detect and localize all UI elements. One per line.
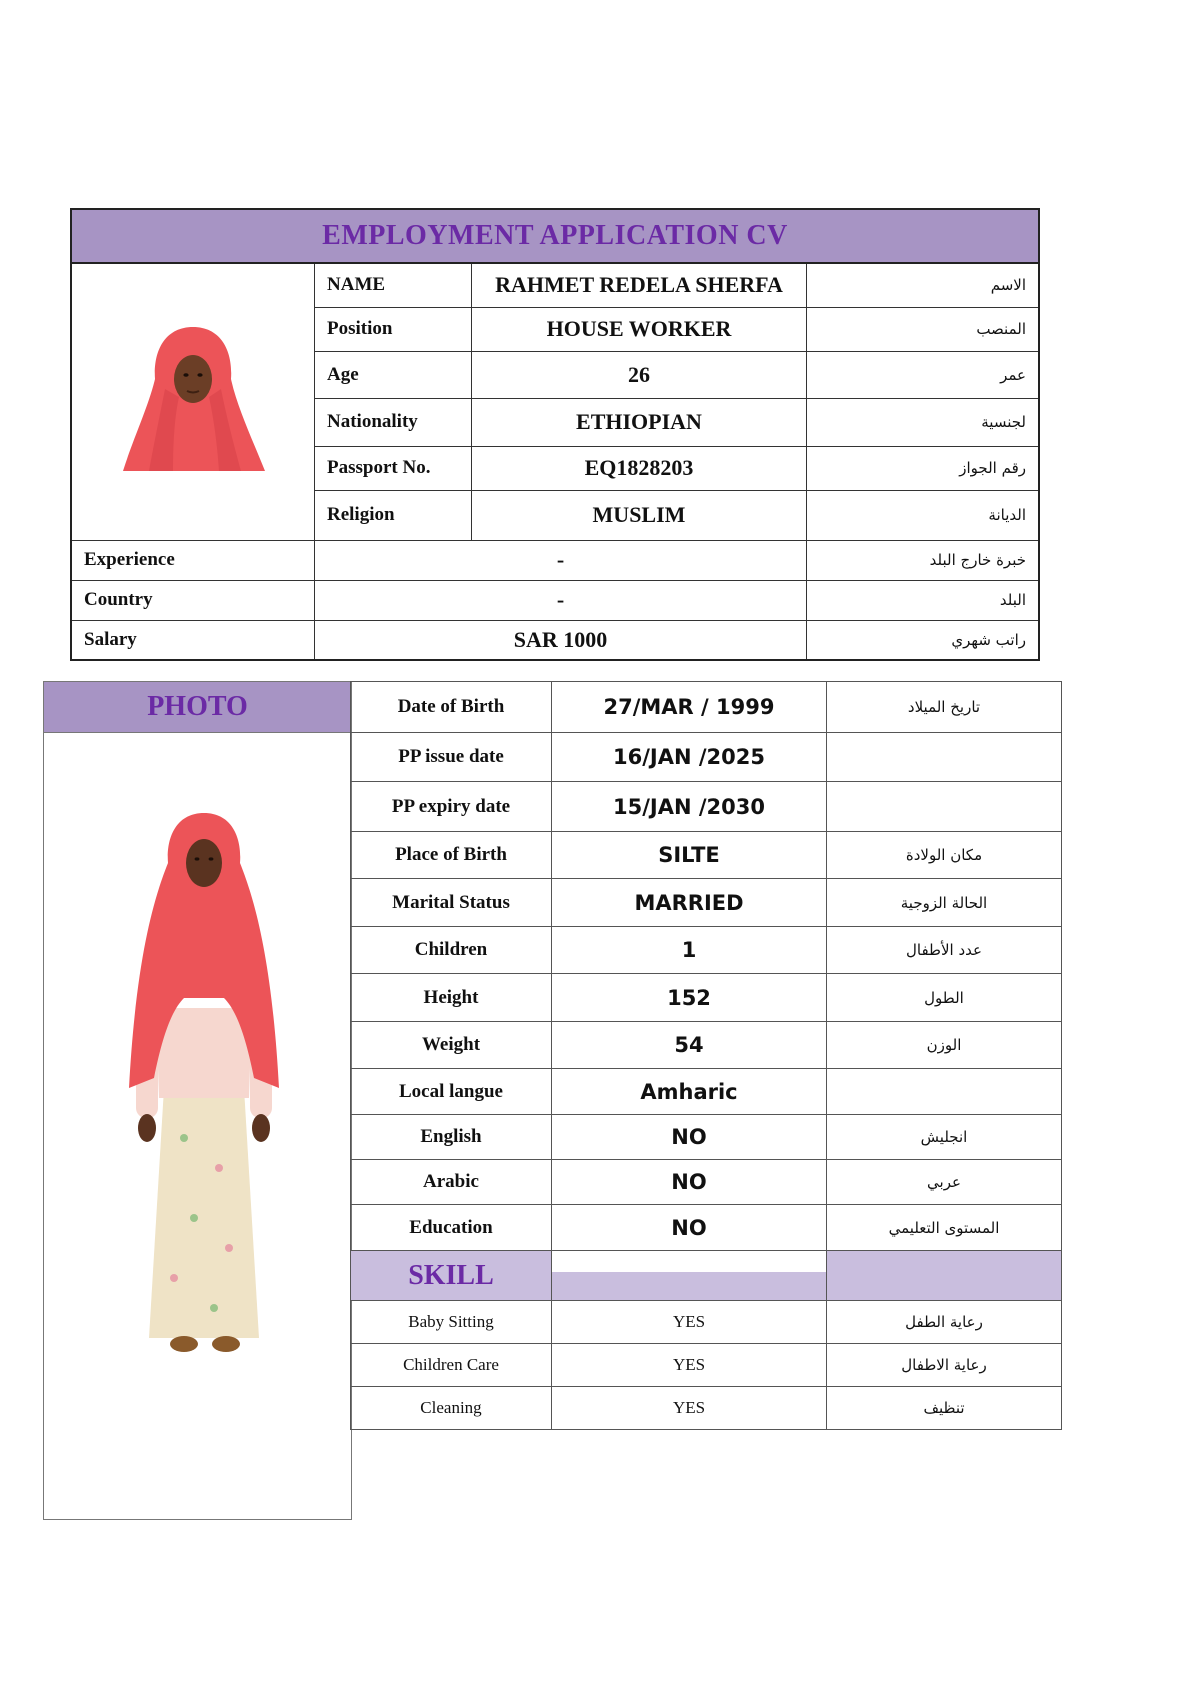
arabic-marital-status: الحالة الزوجية [827, 879, 1062, 927]
arabic-religion: الديانة [807, 490, 1040, 540]
value-salary: SAR 1000 [315, 620, 807, 660]
label-place-of-birth: Place of Birth [351, 832, 552, 879]
arabic-pp-issue [827, 733, 1062, 782]
arabic-country: البلد [807, 580, 1040, 620]
label-position: Position [315, 307, 472, 351]
arabic-height: الطول [827, 974, 1062, 1022]
label-arabic: Arabic [351, 1160, 552, 1205]
value-position: HOUSE WORKER [472, 307, 807, 351]
arabic-education: المستوى التعليمي [827, 1205, 1062, 1251]
value-skill-cleaning: YES [552, 1387, 827, 1430]
value-experience: - [315, 540, 807, 580]
arabic-nationality: لجنسية [807, 398, 1040, 446]
full-body-photo-area [44, 733, 351, 1519]
arabic-age: عمر [807, 351, 1040, 398]
portrait-photo [113, 319, 273, 479]
value-dob: 27/MAR / 1999 [552, 682, 827, 733]
label-dob: Date of Birth [351, 682, 552, 733]
label-pp-expiry: PP expiry date [351, 782, 552, 832]
arabic-experience: خبرة خارج البلد [807, 540, 1040, 580]
full-body-photo [114, 808, 294, 1368]
value-skill-children-care: YES [552, 1344, 827, 1387]
label-skill-cleaning: Cleaning [351, 1387, 552, 1430]
label-children: Children [351, 927, 552, 974]
photo-heading: PHOTO [44, 682, 351, 733]
value-pp-expiry: 15/JAN /2030 [552, 782, 827, 832]
value-nationality: ETHIOPIAN [472, 398, 807, 446]
value-height: 152 [552, 974, 827, 1022]
arabic-arabic: عربي [827, 1160, 1062, 1205]
value-marital-status: MARRIED [552, 879, 827, 927]
label-salary: Salary [71, 620, 315, 660]
label-passport: Passport No. [315, 446, 472, 490]
arabic-passport: رقم الجواز [807, 446, 1040, 490]
arabic-children: عدد الأطفال [827, 927, 1062, 974]
value-weight: 54 [552, 1022, 827, 1069]
value-age: 26 [472, 351, 807, 398]
value-place-of-birth: SILTE [552, 832, 827, 879]
label-weight: Weight [351, 1022, 552, 1069]
cv-title: EMPLOYMENT APPLICATION CV [71, 209, 1039, 263]
skill-header-empty [827, 1251, 1062, 1301]
value-arabic: NO [552, 1160, 827, 1205]
label-education: Education [351, 1205, 552, 1251]
label-religion: Religion [315, 490, 472, 540]
arabic-dob: تاريخ الميلاد [827, 682, 1062, 733]
arabic-local-language [827, 1069, 1062, 1115]
arabic-name: الاسم [807, 263, 1040, 307]
photo-panel [43, 681, 352, 1520]
label-nationality: Nationality [315, 398, 472, 446]
value-children: 1 [552, 927, 827, 974]
value-education: NO [552, 1205, 827, 1251]
arabic-skill-children-care: رعاية الاطفال [827, 1344, 1062, 1387]
details-table [350, 681, 1062, 1430]
label-height: Height [351, 974, 552, 1022]
portrait-photo-cell [71, 263, 315, 540]
arabic-place-of-birth: مكان الولادة [827, 832, 1062, 879]
value-name: RAHMET REDELA SHERFA [472, 263, 807, 307]
label-english: English [351, 1115, 552, 1160]
label-local-language: Local langue [351, 1069, 552, 1115]
value-religion: MUSLIM [472, 490, 807, 540]
arabic-skill-baby-sitting: رعاية الطفل [827, 1301, 1062, 1344]
skill-heading: SKILL [351, 1251, 552, 1301]
value-pp-issue: 16/JAN /2025 [552, 733, 827, 782]
label-skill-baby-sitting: Baby Sitting [351, 1301, 552, 1344]
arabic-weight: الوزن [827, 1022, 1062, 1069]
personal-info-table [70, 208, 1040, 661]
value-passport: EQ1828203 [472, 446, 807, 490]
label-name: NAME [315, 263, 472, 307]
label-experience: Experience [71, 540, 315, 580]
value-local-language: Amharic [552, 1069, 827, 1115]
arabic-position: المنصب [807, 307, 1040, 351]
value-country: - [315, 580, 807, 620]
label-marital-status: Marital Status [351, 879, 552, 927]
label-country: Country [71, 580, 315, 620]
arabic-skill-cleaning: تنظيف [827, 1387, 1062, 1430]
label-age: Age [315, 351, 472, 398]
arabic-pp-expiry [827, 782, 1062, 832]
arabic-english: انجليش [827, 1115, 1062, 1160]
skill-header-spacer [552, 1251, 827, 1301]
label-skill-children-care: Children Care [351, 1344, 552, 1387]
value-skill-baby-sitting: YES [552, 1301, 827, 1344]
value-english: NO [552, 1115, 827, 1160]
arabic-salary: راتب شهري [807, 620, 1040, 660]
label-pp-issue: PP issue date [351, 733, 552, 782]
